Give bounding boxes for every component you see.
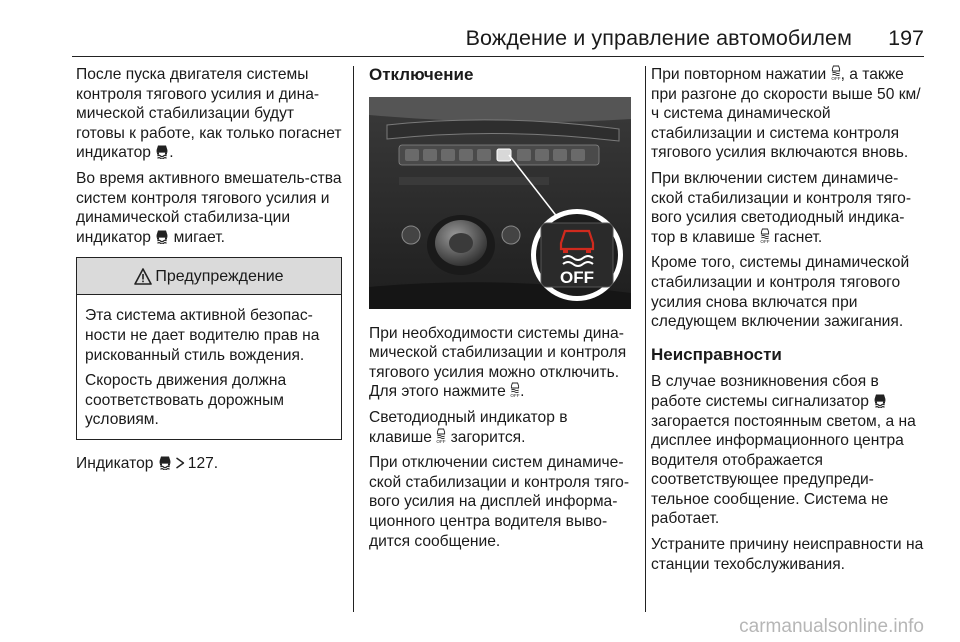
paragraph: При отключении систем динамиче-ской стабилизации и контроля тяго-вого усилия на дисплей информа-ционного центра водителя выво-дится сообщение. (369, 454, 630, 550)
svg-text:OFF: OFF (831, 76, 841, 81)
paragraph: Светодиодный индикатор в клавише OFF загорится. (369, 408, 568, 446)
column-1 (76, 65, 342, 480)
indicator-reference: Индикатор 127. (76, 454, 219, 472)
paragraph: При повторном нажатии OFF , а также при разгоне до скорости выше 50 км/ч система динамической стабилизации и система контроля тягового усилия включаются вновь. (651, 66, 921, 162)
esc-off-button-icon (510, 382, 520, 398)
warning-header (77, 258, 341, 295)
page-reference-icon[interactable] (175, 457, 185, 469)
warning-box (76, 257, 342, 440)
page-number: 197 (888, 26, 924, 50)
esc-indicator-icon (158, 455, 172, 470)
paragraph: Кроме того, системы динамической стабилизации и контроля тягового усилия снова включатся при следующем включении зажигания. (651, 254, 910, 331)
dashboard-illustration (369, 97, 631, 309)
warning-text: Эта система активной безопас-ности не дает водителю прав на рискованный стиль вождения. (85, 307, 320, 364)
section-heading: Отключение (369, 65, 474, 84)
callout-off-label: OFF (560, 267, 594, 287)
column-divider-1 (353, 66, 354, 612)
paragraph: При включении систем динамиче-ской стабилизации и контроля тяго-вого усилия светодиодный индика-тор в клавише OFF гаснет. (651, 169, 912, 246)
esc-indicator-icon (873, 393, 887, 408)
paragraph-text: После пуска двигателя системы контроля тягового усилия и дина-мической стабилизации будут готовы к работе, как только погаснет индикатор (76, 66, 342, 162)
page-reference-link[interactable]: 127. (187, 454, 219, 472)
paragraph: После пуска двигателя системы контроля тягового усилия и дина-мической стабилизации будут готовы к работе, как только погаснет индикатор . (76, 66, 342, 162)
warning-text: Скорость движения должна соответствовать дорожным условиям. (85, 372, 287, 429)
esc-indicator-icon (155, 229, 169, 244)
esc-off-button-icon (831, 65, 841, 81)
dashboard-photo (369, 97, 631, 309)
esc-off-button-icon (760, 228, 770, 244)
watermark: carmanualsonline.info (739, 616, 924, 637)
column-2 (369, 65, 631, 557)
paragraph: Устраните причину неисправности на станции техобслуживания. (651, 536, 924, 573)
paragraph: В случае возникновения сбоя в работе системы сигнализатор загорается постоянным светом, а на дисплее информационного центра водителя отображается соответствующее предупреди-тельное сообщение. Система не работает. (651, 373, 916, 528)
esc-off-button-icon (436, 428, 446, 444)
column-divider-2 (645, 66, 646, 612)
page-title: Вождение и управление автомобилем (465, 26, 852, 50)
esc-indicator-icon (155, 144, 169, 159)
svg-text:OFF: OFF (510, 393, 520, 399)
svg-text:OFF: OFF (436, 438, 446, 444)
paragraph: Во время активного вмешатель-ства систем контроля тягового усилия и динамической стабилиза-ции индикатор мигает. (76, 169, 342, 246)
warning-body (77, 295, 341, 439)
warning-title: Предупреждение (155, 267, 284, 285)
page-header (0, 0, 960, 56)
header-rule (72, 56, 924, 57)
svg-text:OFF: OFF (759, 238, 770, 244)
section-heading: Неисправности (651, 344, 782, 364)
column-3 (651, 65, 927, 580)
warning-triangle-icon (134, 268, 152, 285)
paragraph: При необходимости системы дина-мической стабилизации и контроля тягового усилия можно отключить. Для этого нажмите OFF . (369, 324, 627, 401)
